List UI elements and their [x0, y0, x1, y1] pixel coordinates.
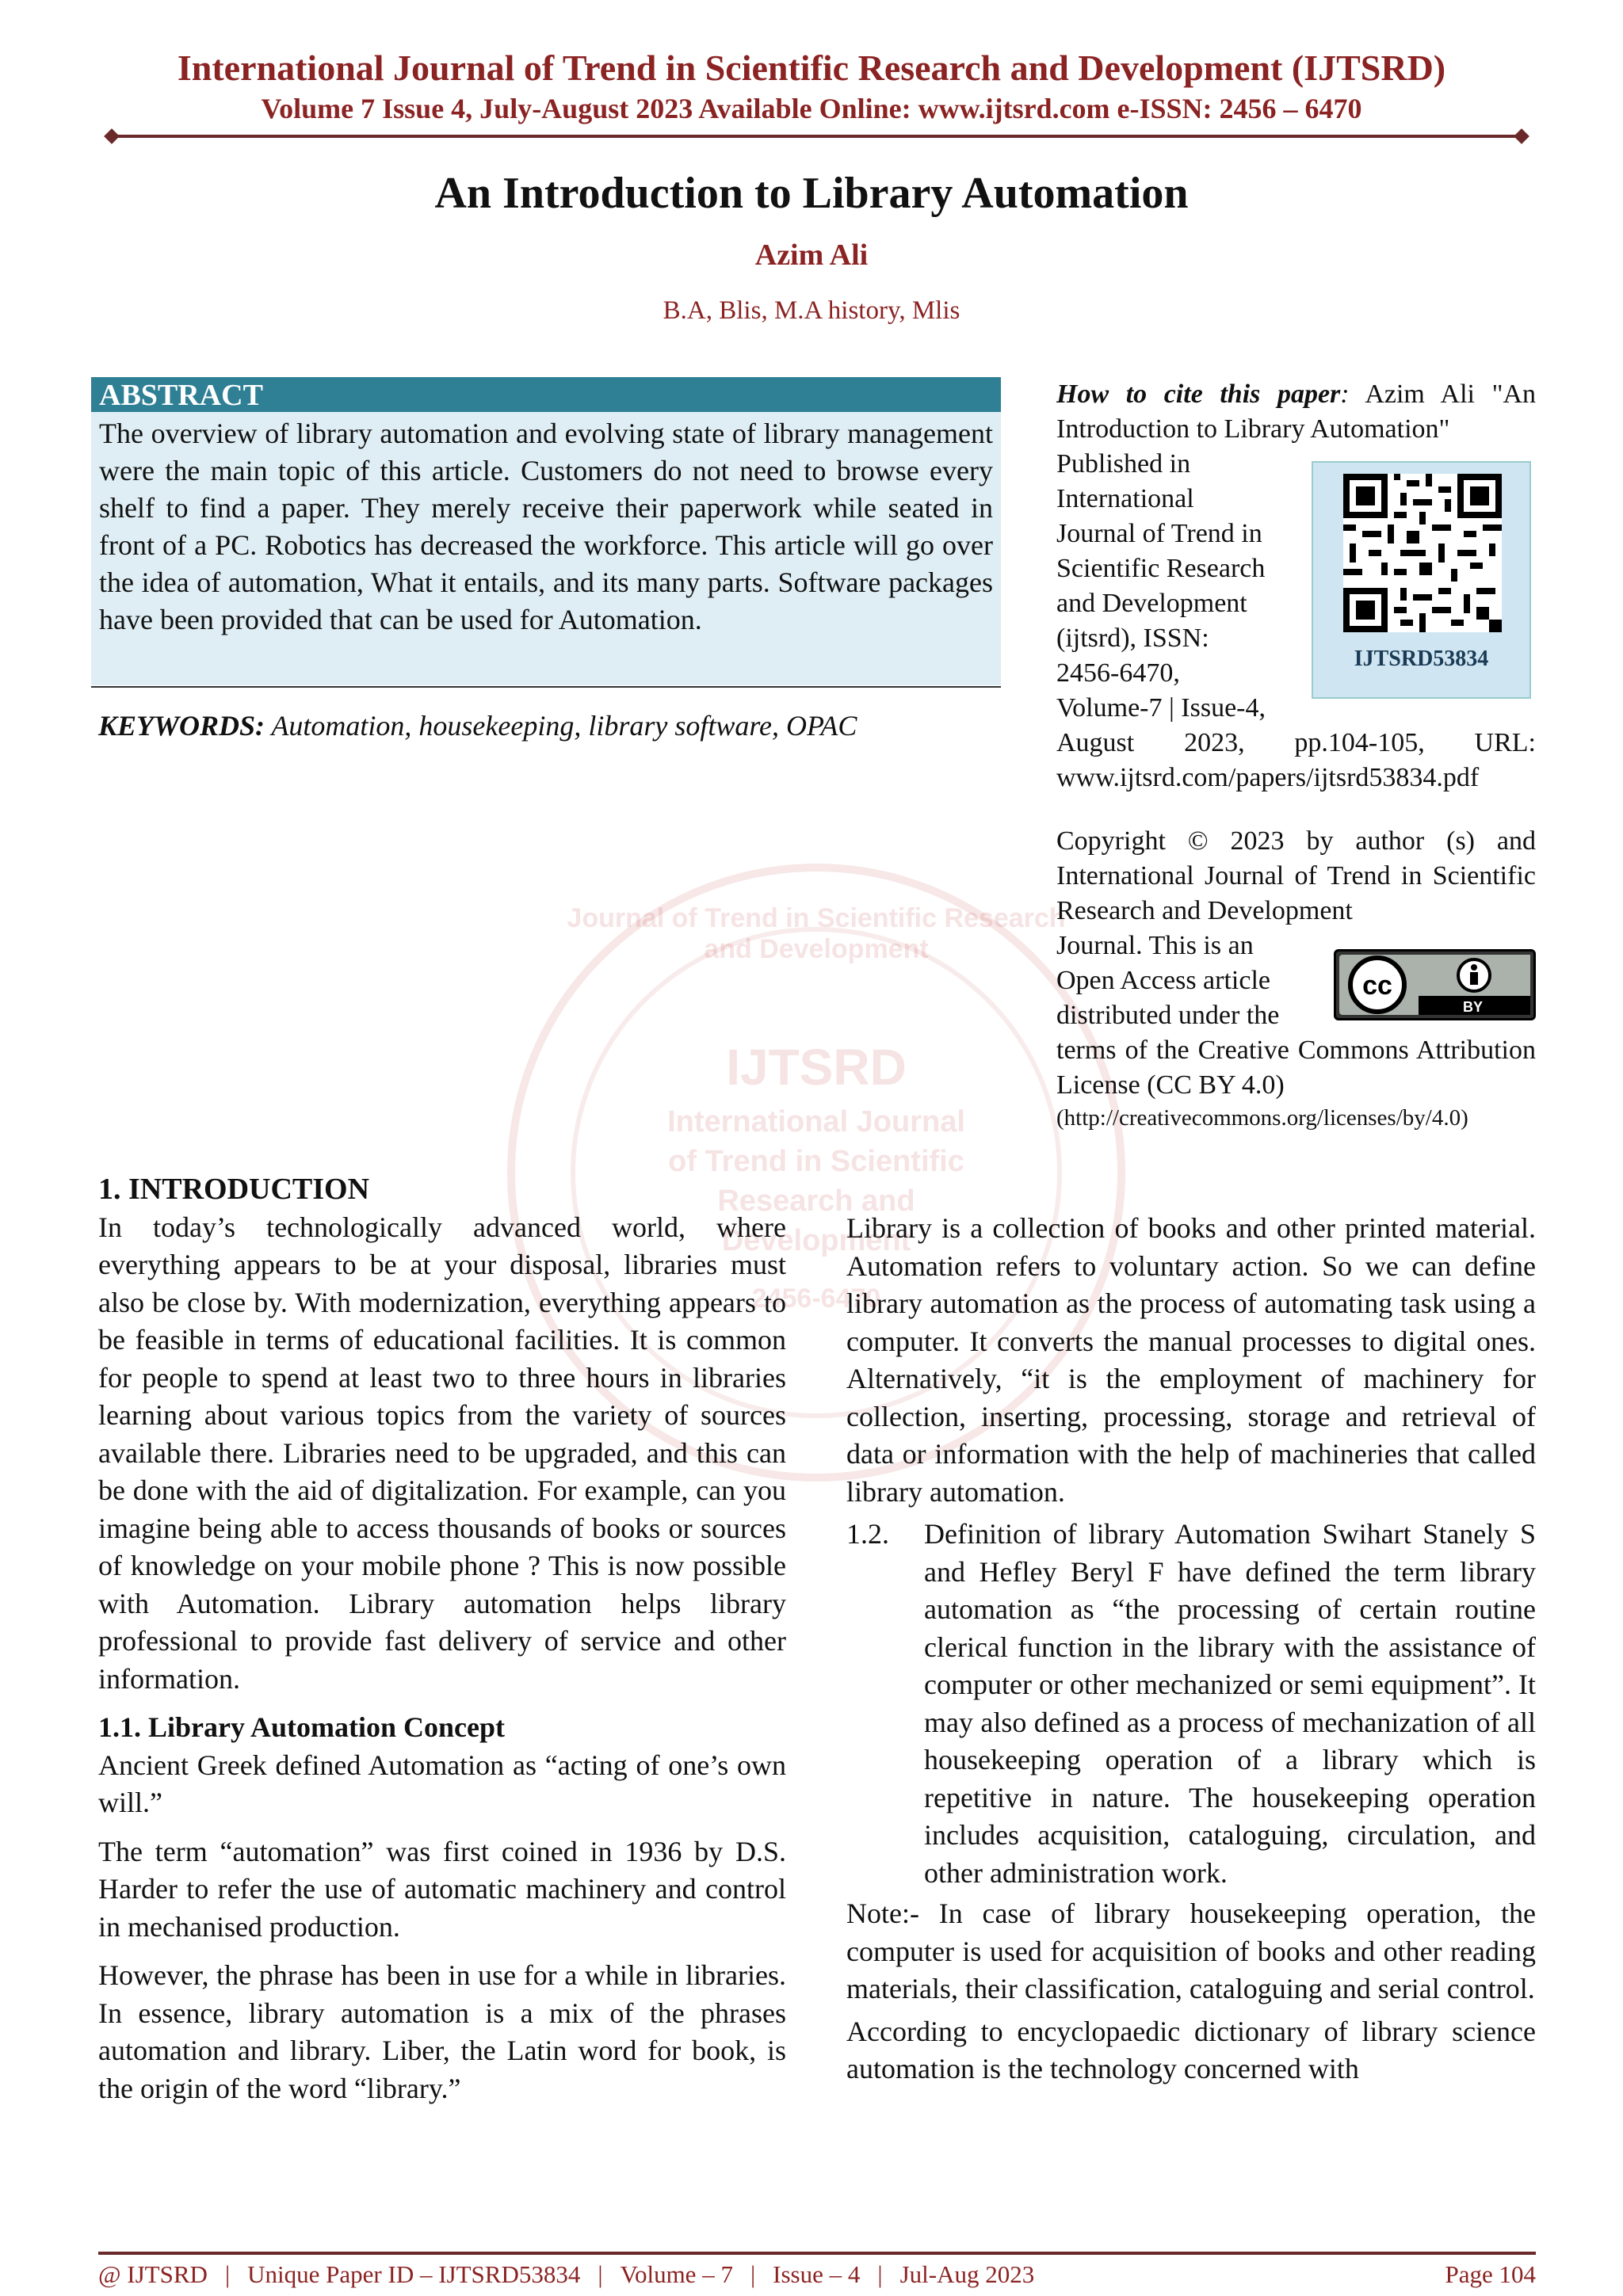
concept-heading: 1.1. Library Automation Concept [98, 1711, 505, 1743]
qr-code-box[interactable] [1312, 461, 1531, 699]
watermark-line1: International Journal [667, 1105, 965, 1138]
keywords [98, 708, 1002, 743]
copyright-url[interactable]: (http://creativecommons.org/licenses/by/4.0) [1056, 1105, 1468, 1131]
keywords-text: Automation, housekeeping, library software, OPAC [265, 710, 857, 742]
copyright-tail: terms of the Creative Commons Attribution License (CC BY 4.0) [1056, 1035, 1536, 1100]
according-paragraph: According to encyclopaedic dictionary of library science automation is the technology concerned with [846, 2015, 1536, 2084]
cc-badge-label: BY [1463, 999, 1484, 1015]
citation-tail: August 2023, pp.104-105, URL: www.ijtsrd.com/papers/ijtsrd53834.pdf [1056, 728, 1536, 792]
abstract-body: The overview of library automation and evolving state of library management were the main topic of this article. Customers do not need to browse every shelf to find a paper. They merely receive their paperwork while seated in front of a PC. Robotics has decreased the workforce. This article will go over the idea of automation, What it entails, and its many parts. Software packages have been provided that can be used for Automation. [91, 412, 1001, 685]
concept-paragraph-3: However, the phrase has been in use for a while in libraries. In essence, library automation is a mix of the phrases automation and library. Liber, the Latin word for book, is the origin of the word “library.” [98, 1959, 786, 2104]
footer-volume: Volume – 7 [620, 2260, 733, 2288]
page-footer [98, 2260, 1536, 2290]
citation-label: How to cite this paper [1056, 379, 1341, 409]
keywords-label: KEYWORDS: [98, 710, 265, 742]
footer-issue: Issue – 4 [773, 2260, 861, 2288]
citation-line: Published in [1056, 449, 1191, 479]
left-column [98, 1171, 786, 2107]
copyright-line: Open Access article [1056, 966, 1270, 995]
watermark-line4: Development [721, 1224, 911, 1257]
rule-diamond-right [1514, 128, 1529, 144]
footer-separator: | [750, 2260, 756, 2288]
footer-separator: | [877, 2260, 883, 2288]
footer-paper-id: Unique Paper ID – IJTSRD53834 [247, 2260, 581, 2288]
note-paragraph: Note:- In case of library housekeeping operation, the computer is used for acquisition of books and other reading materials, their classification, cataloguing and serial control. [846, 1897, 1536, 2004]
footer-separator: | [224, 2260, 231, 2288]
intro-heading: 1. INTRODUCTION [98, 1173, 370, 1206]
author-name: Azim Ali [754, 238, 869, 272]
citation-line: Volume-7 | Issue-4, [1056, 693, 1266, 723]
citation-line: Scientific Research [1056, 554, 1266, 583]
svg-text:cc: cc [1362, 971, 1392, 1001]
citation-colon: : [1340, 379, 1350, 409]
citation-line: 2456-6470, [1056, 658, 1180, 688]
footer-rule [98, 2252, 1536, 2255]
abstract-heading: ABSTRACT [91, 377, 1001, 412]
abstract-rule [91, 686, 1001, 688]
cc-by-badge[interactable] [1334, 949, 1536, 1020]
citation-line: (ijtsrd), ISSN: [1056, 624, 1209, 653]
journal-name: International Journal of Trend in Scientific Research and Development (IJTSRD) [177, 48, 1446, 88]
copyright-line: distributed under the [1056, 1001, 1280, 1030]
watermark-line2: of Trend in Scientific [668, 1145, 964, 1178]
definition-text: Definition of library Automation Swihart Stanely S and Hefley Beryl F have defined the term library automation as “the processing of certain routine clerical function in the library with the assistance of computer or other mechanized or semi equipment”. It may also defined as a process of mechanization of all housekeeping operation of a library which is repetitive in nature. The housekeeping operation includes acquisition, cataloguing, circulation, and other administration work. [924, 1518, 1536, 1889]
paper-title: An Introduction to Library Automation [434, 169, 1189, 218]
copyright-lead: Copyright © 2023 by author (s) and International Journal of Trend in Scientific Research and Development [1056, 826, 1536, 925]
concept-paragraph-2: The term “automation” was first coined in 1936 by D.S. Harder to refer the use of automatic machinery and control in mechanised production. [98, 1835, 786, 1943]
watermark-center: IJTSRD [726, 1039, 907, 1096]
copyright-line: Journal. This is an [1056, 931, 1254, 960]
right-paragraph-1: Library is a collection of books and other printed material. Automation refers to voluntary action. So we can define library automation as the process of automating task using a computer. It converts the manual processes to digital ones. Alternatively, “it is the employment of machinery for collection, inserting, processing, storage and retrieval of data or information with the help of machineries that called library automation. [846, 1212, 1536, 1508]
concept-paragraph-1: Ancient Greek defined Automation as “acting of one’s own will.” [98, 1749, 786, 1818]
rule-diamond-left [104, 128, 120, 144]
citation-line: and Development [1056, 589, 1247, 618]
footer-separator: | [598, 2260, 603, 2288]
watermark-issn: 2456-6470 [751, 1283, 881, 1314]
footer-org: @ IJTSRD [98, 2260, 208, 2288]
issue-line: Volume 7 Issue 4, July-August 2023 Available Online: www.ijtsrd.com e-ISSN: 2456 – 6470 [261, 93, 1362, 124]
qr-paper-id: IJTSRD53834 [1354, 646, 1489, 671]
watermark-line3: Research and [717, 1184, 915, 1218]
watermark-ring-text: Journal of Trend in Scientific Research and Development [567, 903, 1066, 964]
qr-code-icon [1343, 474, 1502, 632]
citation-line: Journal of Trend in [1056, 519, 1262, 548]
author-affiliation: B.A, Blis, M.A history, Mlis [663, 296, 960, 325]
right-column [846, 1210, 1536, 2088]
header-rule [111, 135, 1522, 138]
citation-lead: Azim Ali "An Introduction to Library Automation" [1056, 379, 1537, 444]
definition-number: 1.2. [846, 1518, 889, 1550]
intro-paragraph: In today’s technologically advanced world, where everything appears to be at your disposal, libraries must also be close by. With modernization, everything appears to be feasible in terms of educational facilities. It is common for people to spend at least two to three hours in libraries learning about various topics from the variety of sources available there. Libraries need to be upgraded, and this can be done with the aid of digitalization. For example, can you imagine being able to access thousands of books or sources of knowledge on your mobile phone ? This is now possible with Automation. Library automation helps library professional to provide fast delivery of service and other information. [98, 1211, 786, 1695]
footer-page: Page 104 [1445, 2260, 1536, 2288]
citation-line: International [1056, 484, 1194, 513]
definition-item [846, 1516, 1536, 1892]
footer-period: Jul-Aug 2023 [899, 2260, 1035, 2288]
